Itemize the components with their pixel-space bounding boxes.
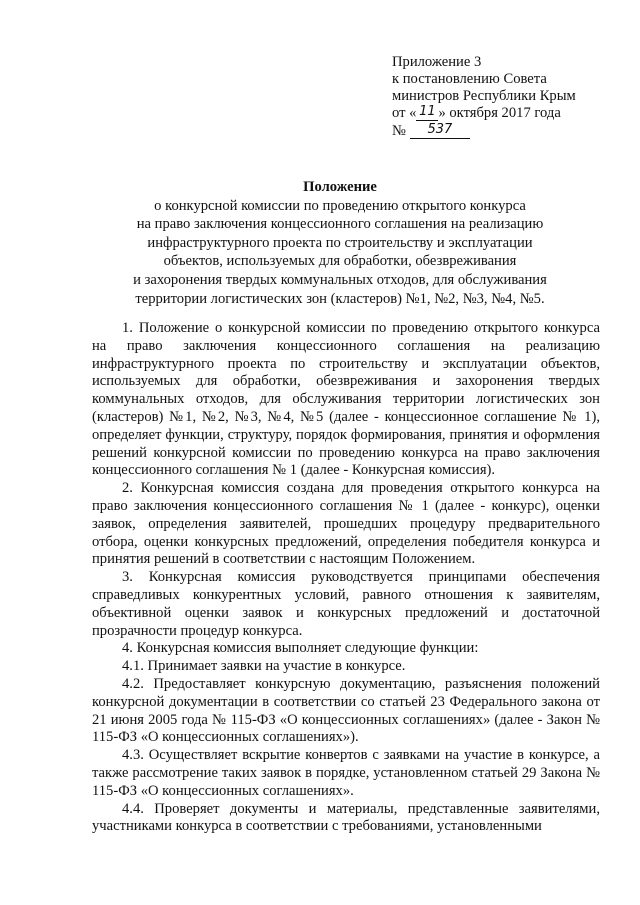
- title-line: инфраструктурного проекта по строительству и эксплуатации: [147, 234, 533, 251]
- appendix-line-1: Приложение 3: [392, 54, 482, 70]
- paragraph-2: 2. Конкурсная комиссия создана для проведения открытого конкурса на право заключения концессионного соглашения № 1 (далее - конкурс), оценки заявок, определения заявителей, прошедших процедуру предварительного отбора, оценки конкурсных предложений, определения победителя конкурса и принятия решений в соответствии с настоящим Положением.: [92, 480, 600, 568]
- paragraph-3: 3. Конкурсная комиссия руководствуется принципами обеспечения справедливых конкурентных условий, равного отношения к заявителям, объективной оценки заявок и конкурсных предложений и достаточной прозрачности процедур конкурса.: [92, 569, 600, 639]
- appendix-number-line: [392, 123, 622, 141]
- number-prefix: №: [392, 123, 406, 139]
- appendix-block: [392, 54, 622, 141]
- title-heading: Положение: [303, 179, 377, 195]
- document-title: [80, 178, 600, 308]
- paragraph-4-3: 4.3. Осуществляет вскрытие конвертов с заявками на участие в конкурсе, а также рассмотрение таких заявок в порядке, установленном статьей 29 Закона № 115-ФЗ «О концессионных соглашениях».: [92, 747, 600, 799]
- handwritten-day: 11: [416, 103, 438, 121]
- paragraph-4-4: 4.4. Проверяет документы и материалы, представленные заявителями, участниками конкурса в соответствии с требованиями, установленными: [92, 800, 600, 835]
- date-prefix: от «: [392, 105, 417, 121]
- appendix-line-2: к постановлению Совета: [392, 71, 547, 87]
- title-line: на право заключения концессионного соглашения на реализацию: [136, 216, 544, 233]
- document-body: [92, 320, 600, 836]
- paragraph-4-1: 4.1. Принимает заявки на участие в конкурсе.: [122, 658, 406, 675]
- appendix-line-3: министров Республики Крым: [392, 88, 576, 104]
- paragraph-4-2: 4.2. Предоставляет конкурсную документацию, разъяснения положений конкурсной документации в соответствии со статьей 23 Федерального закона от 21 июня 2005 года № 115-ФЗ «О концессионных соглашениях» (далее - Закон № 115-ФЗ «О концессионных соглашениях»).: [92, 675, 600, 746]
- title-line: о конкурсной комиссии по проведению открытого конкурса: [154, 197, 526, 214]
- title-line: и захоронения твердых коммунальных отходов, для обслуживания: [133, 271, 547, 288]
- paragraph-4: 4. Конкурсная комиссия выполняет следующие функции:: [122, 640, 479, 657]
- paragraph-1: 1. Положение о конкурсной комиссии по проведению открытого конкурса на право заключения концессионного соглашения на реализацию инфраструктурного проекта по строительству и эксплуатации объектов, используемых для обработки, обезвреживания и захоронения твердых коммунальных отходов, для обслуживания территории логистических зон (кластеров) №1, №2, №3, №4, №5 (далее - концессионное соглашение № 1), определяет функции, структуру, порядок формирования, принятия и оформления решений конкурсной комиссии по проведению конкурса на право заключения концессионного соглашения № 1 (далее - Конкурсная комиссия).: [92, 320, 600, 479]
- title-line: объектов, используемых для обработки, обезвреживания: [163, 253, 517, 270]
- handwritten-number: 537: [410, 121, 470, 139]
- title-line: территории логистических зон (кластеров) №1, №2, №3, №4, №5.: [135, 290, 545, 307]
- date-suffix: » октября 2017 года: [438, 105, 561, 121]
